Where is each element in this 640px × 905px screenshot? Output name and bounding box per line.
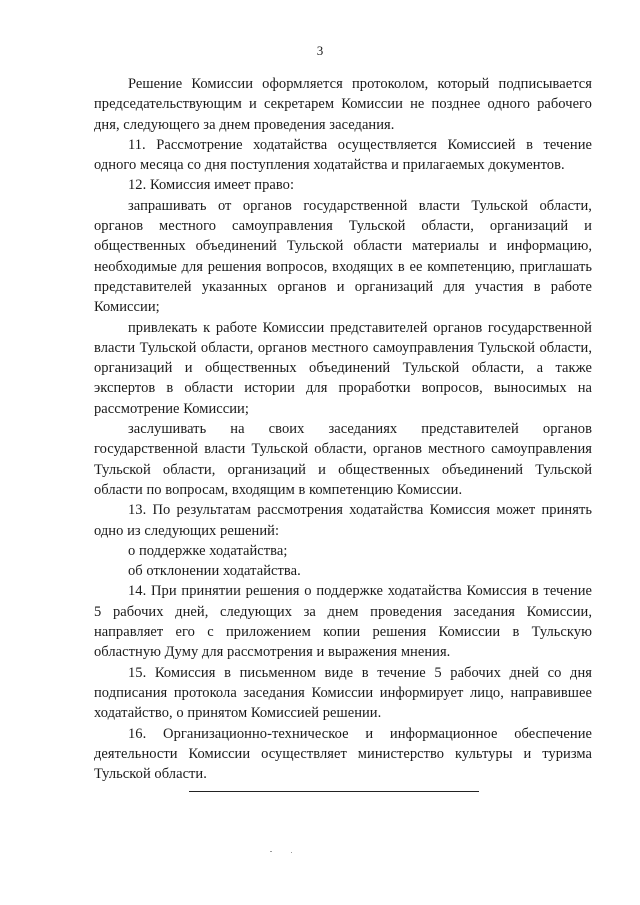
paragraph-13-option-support: о поддержке ходатайства; [128, 542, 288, 559]
page-number: 3 [316, 43, 324, 58]
paragraph-12-hear: заслушивать на своих заседаниях представителей органов государственной власти Тульской области, органов местного самоуправления Тульской области, организаций и общественных объединений Тульской области по вопросам, входящим в компетенцию Комиссии. [94, 421, 592, 498]
scan-speck [270, 851, 272, 852]
paragraph-11: 11. Рассмотрение ходатайства осуществляется Комиссией в течение одного месяца со дня поступления ходатайства и прилагаемых документов. [94, 136, 592, 174]
scan-speck [291, 852, 292, 853]
paragraph-12-request: запрашивать от органов государственной власти Тульской области, органов местного самоуправления Тульской области, организаций и общественных объединений Тульской области материалы и информацию, необходимые для решения вопросов, входящих в ее компетенцию, приглашать представителей указанных органов и организаций для участия в работе Комиссии; [94, 197, 592, 316]
paragraph-12: 12. Комиссия имеет право: [128, 177, 295, 194]
paragraph-protocol: Решение Комиссии оформляется протоколом, который подписывается председательствующим и секретарем Комиссии не позднее одного рабочего дня, следующего за днем проведения заседания. [94, 76, 592, 133]
paragraph-12-involve: привлекать к работе Комиссии представителей органов государственной власти Тульской области, органов местного самоуправления Тульской области, организаций и общественных объединений Тульской области, а также экспертов в области истории для проработки вопросов, выносимых на рассмотрение Комиссии; [94, 319, 592, 417]
paragraph-14: 14. При принятии решения о поддержке ходатайства Комиссия в течение 5 рабочих дней, следующих за днем проведения заседания Комиссии, направляет его с приложением копии решения Комиссии в Тульскую областную Думу для рассмотрения и выражения мнения. [94, 583, 592, 661]
closing-rule [189, 791, 479, 792]
paragraph-16: 16. Организационно-техническое и информационное обеспечение деятельности Комиссии осуществляет министерство культуры и туризма Тульской области. [94, 725, 592, 783]
paragraph-13: 13. По результатам рассмотрения ходатайства Комиссия может принять одно из следующих решений: [94, 502, 592, 539]
paragraph-13-option-reject: об отклонении ходатайства. [128, 563, 301, 580]
document-body [94, 74, 592, 784]
paragraph-15: 15. Комиссия в письменном виде в течение 5 рабочих дней со дня подписания протокола заседания Комиссии информирует лицо, направившее ходатайство, о принятом Комиссией решении. [94, 664, 592, 722]
